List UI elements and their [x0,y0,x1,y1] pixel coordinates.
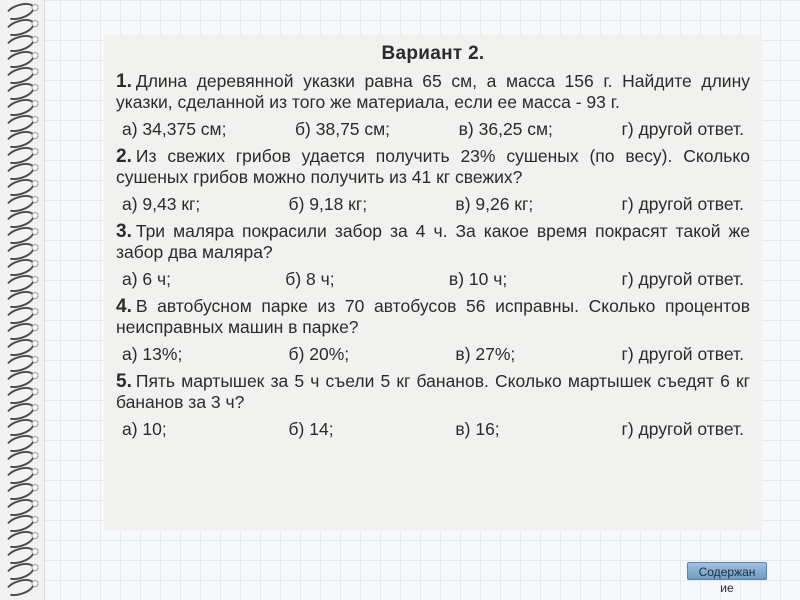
answer-option-a: а) 9,43 кг; [122,194,201,214]
question-number: 4. [116,296,132,317]
answer-option-a: а) 10; [122,419,167,439]
question-3 [116,221,750,290]
question-text [116,146,750,188]
answer-options [116,119,750,140]
answer-option-c: в) 36,25 см; [458,119,553,139]
question-body: Из свежих грибов удается получить 23% сушеных (по весу). Сколько сушеных грибов можно получить из 41 кг свежих? [116,146,750,187]
contents-button[interactable] [687,562,767,595]
answer-options [116,269,750,290]
answer-option-c: в) 10 ч; [448,269,508,289]
answer-option-d: г) другой ответ. [621,194,744,214]
question-number: 2. [116,146,132,167]
question-text [116,221,750,263]
question-body: Пять мартышек за 5 ч съели 5 кг бананов. Сколько мартышек съедят 6 кг бананов за 3 ч? [116,371,750,412]
answer-option-b: б) 8 ч; [285,269,335,289]
question-2 [116,146,750,215]
answer-option-c: в) 16; [455,419,500,439]
answer-options [116,194,750,215]
answer-option-d: г) другой ответ. [621,419,744,439]
worksheet-title: Вариант 2. [381,43,485,64]
answer-option-b: б) 20%; [288,344,350,364]
question-text [116,371,750,413]
question-body: Три маляра покрасили забор за 4 ч. За какое время покрасят такой же забор два маляра? [116,221,750,262]
answer-option-b: б) 14; [288,419,334,439]
answer-option-c: в) 9,26 кг; [455,194,534,214]
question-body: Длина деревянной указки равна 65 см, а масса 156 г. Найдите длину указки, сделанной из того же материала, если ее масса - 93 г. [116,71,750,112]
answer-option-b: б) 9,18 кг; [288,194,368,214]
answer-option-d: г) другой ответ. [621,344,744,364]
question-number: 1. [116,71,132,92]
question-5 [116,371,750,440]
answer-option-b: б) 38,75 см; [295,119,391,139]
contents-button-label-line1: Содержан [698,565,756,579]
question-number: 5. [116,371,132,392]
question-body: В автобусном парке из 70 автобусов 56 исправны. Сколько процентов неисправных машин в парке? [116,296,750,337]
contents-button-label-line2: ие [720,581,734,595]
question-text [116,296,750,338]
answer-option-a: а) 13%; [122,344,183,364]
question-1 [116,71,750,140]
answer-option-a: а) 6 ч; [122,269,171,289]
answer-options [116,344,750,365]
question-text [116,71,750,113]
spiral-binding [0,0,45,600]
answer-options [116,419,750,440]
worksheet [104,35,762,531]
question-4 [116,296,750,365]
answer-option-d: г) другой ответ. [621,119,744,139]
answer-option-c: в) 27%; [455,344,516,364]
question-number: 3. [116,221,132,242]
answer-option-d: г) другой ответ. [621,269,744,289]
answer-option-a: а) 34,375 см; [122,119,227,139]
